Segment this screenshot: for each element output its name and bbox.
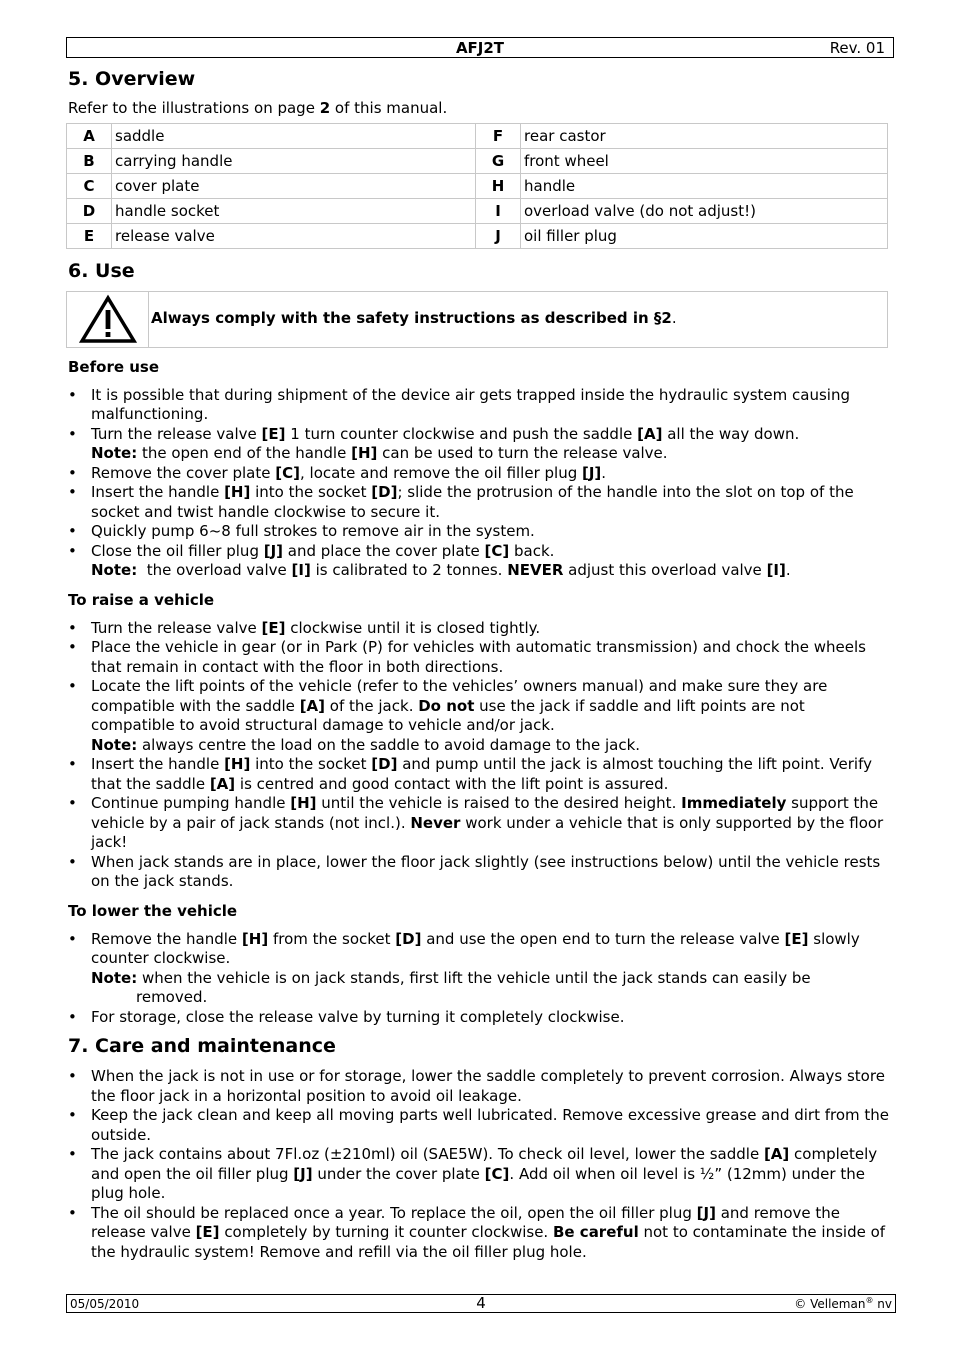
note-label: Note:	[91, 735, 138, 754]
footer-date: 05/05/2010	[70, 1297, 140, 1311]
part-name: release valve	[112, 223, 476, 248]
intro-page-ref: 2	[319, 99, 331, 117]
before-use-heading: Before use	[68, 357, 160, 376]
note-label: Note:	[91, 968, 138, 987]
item-text: is centred and good contact with the lift point is assured.	[235, 774, 669, 793]
warning-icon	[67, 292, 149, 347]
list-item	[68, 464, 890, 484]
part-key: H	[476, 173, 521, 198]
note-text: the overload valve	[137, 561, 292, 579]
part-key: A	[67, 123, 112, 148]
part-ref: [J]	[263, 541, 284, 560]
part-key: D	[67, 198, 112, 223]
note-text: always centre the load on the saddle to avoid damage to the jack.	[137, 735, 641, 754]
part-name: oil filler plug	[521, 223, 888, 248]
note-text: can be used to turn the release valve.	[377, 444, 668, 462]
part-ref: [D]	[371, 483, 398, 501]
list-item	[68, 619, 890, 639]
overview-intro	[68, 99, 890, 119]
item-text: work under a vehicle that is only supported by the floor jack!	[91, 813, 884, 851]
safety-warning-box	[66, 291, 888, 348]
item-text: of the jack.	[325, 696, 419, 715]
emphasis: Immediately	[681, 794, 787, 812]
part-ref: [E]	[195, 1223, 220, 1241]
part-ref: [I]	[766, 561, 786, 579]
part-ref: [C]	[275, 463, 300, 482]
note-continuation: removed.	[136, 988, 208, 1006]
copyright-text: © Velleman	[794, 1297, 866, 1311]
item-text: and place the cover plate	[283, 541, 485, 560]
table-row	[67, 123, 888, 148]
list-item	[68, 930, 890, 1008]
note-text: when the vehicle is on jack stands, first lift the vehicle until the jack stands can easily be	[137, 968, 811, 987]
warning-period: .	[671, 309, 677, 328]
emphasis: Never	[410, 813, 461, 832]
part-ref: [E]	[261, 424, 286, 443]
item-text: support the vehicle by a pair of jack stands (not incl.).	[91, 794, 879, 832]
part-ref: [D]	[395, 929, 422, 948]
item-text: completely by turning it counter clockwise.	[219, 1223, 553, 1241]
table-row	[67, 173, 888, 198]
part-ref: [H]	[224, 483, 251, 501]
warning-message: Always comply with the safety instructions as described in §2	[151, 309, 672, 328]
part-ref: [H]	[241, 929, 269, 948]
list-item	[68, 1145, 890, 1204]
item-text: until the vehicle is raised to the desired height.	[316, 794, 682, 812]
part-ref: [H]	[224, 755, 251, 773]
part-ref: [C]	[484, 541, 510, 560]
section-overview-heading: 5. Overview	[68, 68, 196, 90]
raise-vehicle-list	[68, 619, 890, 892]
list-item	[68, 386, 890, 425]
note-text: adjust this overload valve	[563, 561, 767, 579]
list-item	[68, 1067, 890, 1106]
page-content	[68, 66, 890, 1262]
lower-vehicle-heading: To lower the vehicle	[68, 901, 238, 920]
part-name: handle socket	[112, 198, 476, 223]
part-ref: [A]	[637, 424, 663, 443]
item-text: Remove the cover plate	[91, 463, 276, 482]
part-ref: [J]	[696, 1203, 716, 1222]
part-ref: [D]	[371, 755, 398, 773]
revision: Rev. 01	[829, 39, 885, 57]
table-row	[67, 198, 888, 223]
item-text: Continue pumping handle	[91, 794, 291, 812]
copyright	[794, 1295, 892, 1313]
item-text: , locate and remove the oil filler plug	[299, 463, 582, 482]
part-ref: [E]	[784, 929, 809, 948]
part-ref: [H]	[290, 794, 317, 812]
part-key: I	[476, 198, 521, 223]
raise-vehicle-heading: To raise a vehicle	[68, 590, 215, 609]
item-text: When the jack is not in use or for storage, lower the saddle completely to prevent corrosion. Always store the floor jack in a horizontal position to avoid oil leakage.	[91, 1067, 885, 1105]
table-row	[67, 148, 888, 173]
emphasis: Do not	[418, 696, 475, 715]
part-ref: [C]	[484, 1164, 510, 1183]
list-item	[68, 483, 890, 522]
page-number: 4	[476, 1294, 486, 1312]
parts-table	[66, 123, 888, 249]
part-ref: [I]	[291, 561, 311, 579]
warning-text	[149, 309, 677, 329]
list-item	[68, 425, 890, 464]
part-ref: [A]	[299, 696, 326, 715]
item-text: 1 turn counter clockwise and push the saddle	[285, 424, 638, 443]
list-item	[68, 853, 890, 892]
list-item	[68, 677, 890, 755]
part-ref: [A]	[763, 1145, 790, 1163]
part-name: carrying handle	[112, 148, 476, 173]
list-item	[68, 638, 890, 677]
list-item	[68, 755, 890, 794]
part-name: front wheel	[521, 148, 888, 173]
note-text: is calibrated to 2 tonnes.	[310, 561, 508, 579]
item-text: use the jack if saddle and lift points are not compatible to avoid structural damage to vehicle and/or jack.	[91, 696, 805, 734]
item-text: from the socket	[268, 929, 396, 948]
before-use-list	[68, 386, 890, 581]
page-header	[66, 37, 894, 58]
intro-text-end: of this manual.	[330, 99, 448, 117]
part-ref: [H]	[351, 444, 378, 462]
item-text: .	[601, 463, 607, 482]
part-key: F	[476, 123, 521, 148]
part-key: J	[476, 223, 521, 248]
list-item	[68, 1204, 890, 1263]
part-name: overload valve (do not adjust!)	[521, 198, 888, 223]
part-key: G	[476, 148, 521, 173]
item-text: and pump until the jack is almost touching the lift point. Verify that the saddle	[91, 755, 872, 793]
item-text: Keep the jack clean and keep all moving parts well lubricated. Remove excessive grease and dirt from the outside.	[91, 1106, 890, 1144]
note-label: Note:	[91, 444, 138, 462]
item-text: and use the open end to turn the release valve	[421, 929, 785, 948]
list-item	[68, 542, 890, 581]
item-text: Turn the release valve	[91, 618, 262, 637]
lower-vehicle-list	[68, 930, 890, 1028]
note-label: Note:	[91, 561, 138, 579]
item-text: The jack contains about 7Fl.oz (±210ml) oil (SAE5W). To check oil level, lower the saddle	[91, 1145, 764, 1163]
item-text: and remove the release valve	[91, 1203, 841, 1241]
part-ref: [J]	[293, 1164, 313, 1183]
item-text: clockwise until it is closed tightly.	[285, 618, 541, 637]
item-text: Place the vehicle in gear (or in Park (P) for vehicles with automatic transmission) and chock the wheels that remain in contact with the floor in both directions.	[91, 638, 866, 676]
note	[91, 444, 890, 464]
item-text: Quickly pump 6~8 full strokes to remove air in the system.	[91, 522, 535, 540]
item-text: Close the oil filler plug	[91, 541, 264, 560]
registered-mark: ®	[865, 1296, 874, 1305]
item-text: Insert the handle	[91, 755, 225, 773]
list-item	[68, 1008, 890, 1028]
item-text: into the socket	[250, 483, 372, 501]
table-row	[67, 223, 888, 248]
list-item	[68, 522, 890, 542]
part-key: B	[67, 148, 112, 173]
item-text: under the cover plate	[312, 1164, 485, 1183]
item-text: ; slide the protrusion of the handle into the slot on top of the socket and twist handle clockwise to secure it.	[91, 483, 854, 521]
list-item	[68, 794, 890, 853]
item-text: When jack stands are in place, lower the floor jack slightly (see instructions below) until the vehicle rests on the jack stands.	[91, 852, 881, 890]
item-text: For storage, close the release valve by turning it completely clockwise.	[91, 1007, 625, 1026]
part-key: C	[67, 173, 112, 198]
item-text: not to contaminate the inside of the hydraulic system! Remove and refill via the oil filler plug hole.	[91, 1223, 886, 1261]
item-text: into the socket	[250, 755, 372, 773]
item-text: Insert the handle	[91, 483, 225, 501]
part-name: cover plate	[112, 173, 476, 198]
part-ref: [E]	[261, 618, 286, 637]
section-use-heading: 6. Use	[68, 259, 135, 282]
item-text: all the way down.	[662, 424, 800, 443]
list-item	[68, 1106, 890, 1145]
item-text: back.	[509, 541, 555, 560]
section-care-heading: 7. Care and maintenance	[68, 1035, 336, 1057]
part-name: handle	[521, 173, 888, 198]
intro-text: Refer to the illustrations on page	[68, 99, 320, 117]
item-text: Turn the release valve	[91, 424, 262, 443]
item-text: . Add oil when oil level is ½” (12mm) under the plug hole.	[91, 1164, 865, 1202]
item-text: Locate the lift points of the vehicle (refer to the vehicles’ owners manual) and make sure they are compatible with the saddle	[91, 677, 828, 715]
note	[91, 561, 890, 581]
model-number: AFJ2T	[455, 39, 505, 57]
page-footer	[66, 1294, 896, 1313]
part-ref: [A]	[209, 774, 236, 793]
item-text: Remove the handle	[91, 929, 242, 948]
note-text: .	[785, 561, 791, 579]
part-name: rear castor	[521, 123, 888, 148]
item-text: completely and open the oil filler plug	[91, 1145, 878, 1183]
care-list	[68, 1067, 890, 1262]
part-ref: [J]	[582, 463, 602, 482]
emphasis: NEVER	[507, 561, 564, 579]
part-name: saddle	[112, 123, 476, 148]
item-text: slowly counter clockwise.	[91, 929, 860, 967]
part-key: E	[67, 223, 112, 248]
note-text: the open end of the handle	[137, 444, 352, 462]
item-text: It is possible that during shipment of the device air gets trapped inside the hydraulic system causing malfunctioning.	[91, 385, 850, 423]
note	[91, 736, 890, 756]
item-text: The oil should be replaced once a year. To replace the oil, open the oil filler plug	[91, 1203, 697, 1222]
copyright-suffix: nv	[873, 1297, 892, 1311]
emphasis: Be careful	[552, 1223, 639, 1241]
note	[91, 969, 890, 989]
